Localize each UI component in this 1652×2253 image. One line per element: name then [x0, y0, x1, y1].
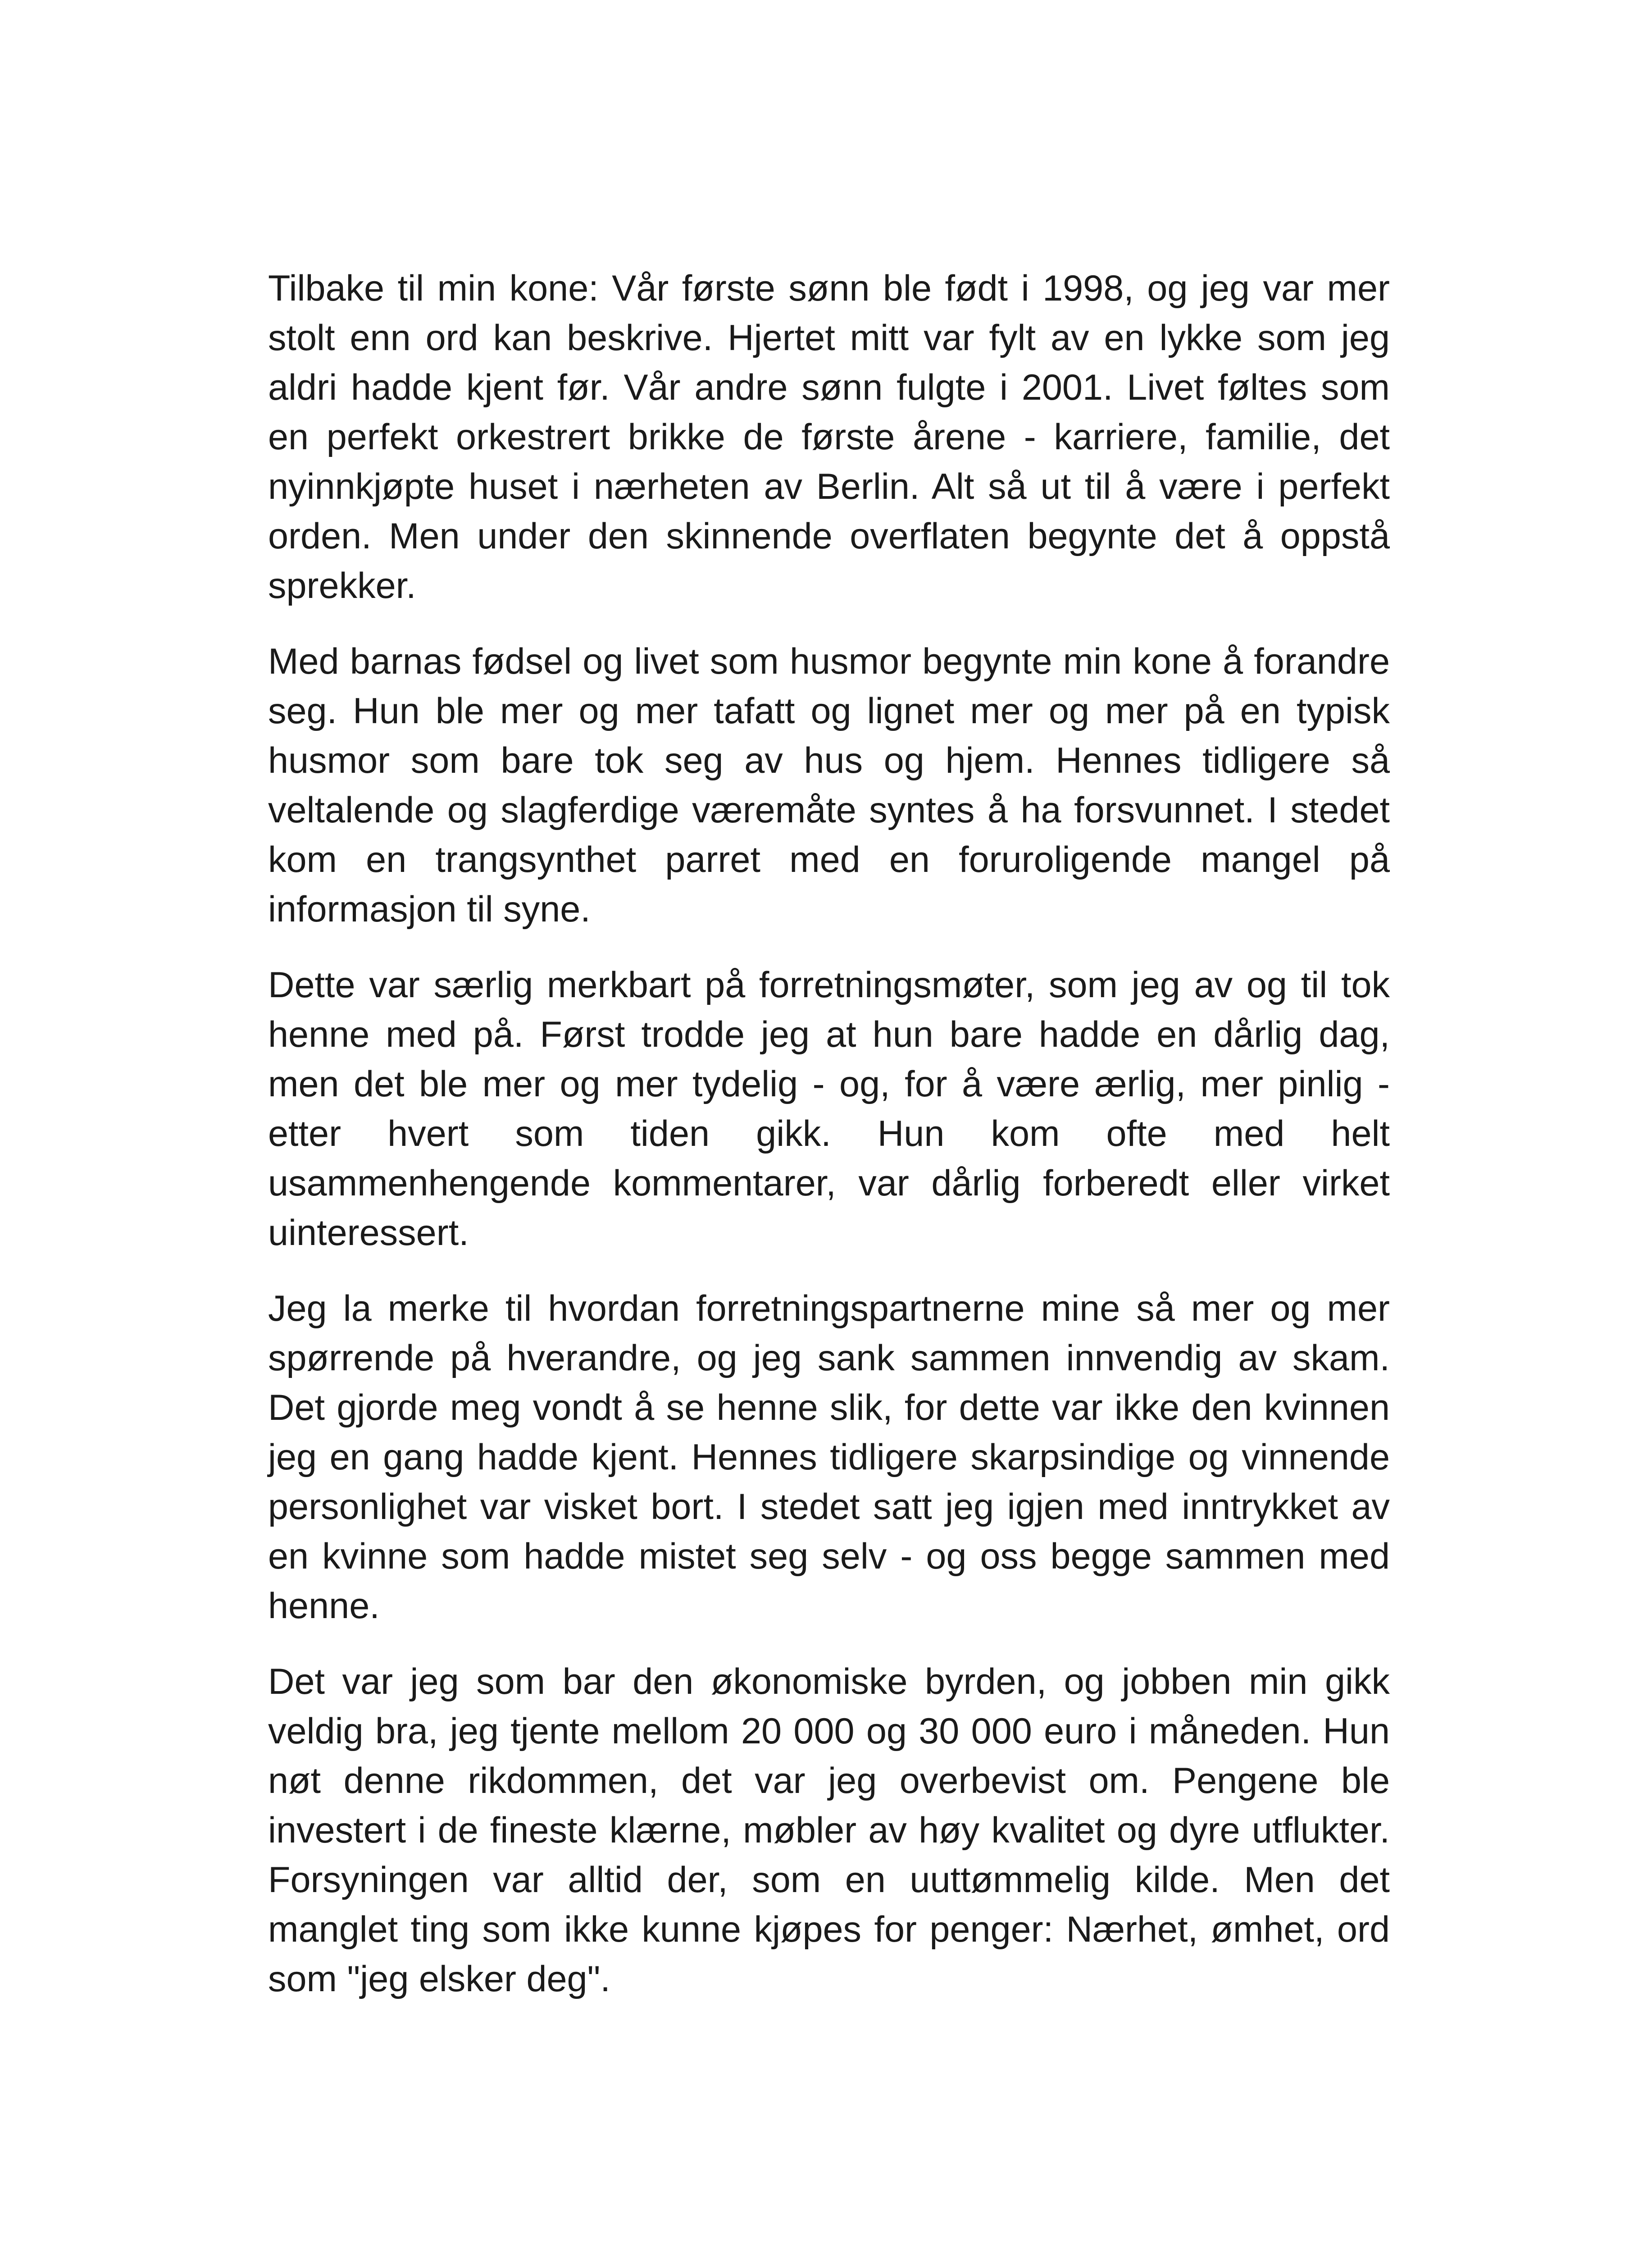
body-text — [268, 264, 1390, 2030]
paragraph-3: Dette var særlig merkbart på forretningsmøter, som jeg av og til tok henne med på. Først trodde jeg at hun bare hadde en dårlig dag, men det ble mer og mer tydelig - og, for å være ærlig, mer pinlig - etter hvert som tiden gikk. Hun kom ofte med helt usammenhengende kommentarer, var dårlig forberedt eller virket uinteressert. — [268, 965, 1390, 1253]
paragraph-5: Det var jeg som bar den økonomiske byrden, og jobben min gikk veldig bra, jeg tjente mellom 20 000 og 30 000 euro i måneden. Hun nøt denne rikdommen, det var jeg overbevist om. Pengene ble investert i de fineste klærne, møbler av høy kvalitet og dyre utflukter. Forsyningen var alltid der, som en uuttømmelig kilde. Men det manglet ting som ikke kunne kjøpes for penger: Nærhet, ømhet, ord som "jeg elsker deg". — [268, 1661, 1390, 1999]
paragraph-4: Jeg la merke til hvordan forretningspartnerne mine så mer og mer spørrende på hverandre, og jeg sank sammen innvendig av skam. Det gjorde meg vondt å se henne slik, for dette var ikke den kvinnen jeg en gang hadde kjent. Hennes tidligere skarpsindige og vinnende personlighet var visket bort. I stedet satt jeg igjen med inntrykket av en kvinne som hadde mistet seg selv - og oss begge sammen med henne. — [268, 1288, 1390, 1626]
paragraph-2: Med barnas fødsel og livet som husmor begynte min kone å forandre seg. Hun ble mer og mer tafatt og lignet mer og mer på en typisk husmor som bare tok seg av hus og hjem. Hennes tidligere så veltalende og slagferdige væremåte syntes å ha forsvunnet. I stedet kom en trangsynthet parret med en foruroligende mangel på informasjon til syne. — [268, 641, 1390, 930]
paragraph-1: Tilbake til min kone: Vår første sønn ble født i 1998, og jeg var mer stolt enn ord kan beskrive. Hjertet mitt var fylt av en lykke som jeg aldri hadde kjent før. Vår andre sønn fulgte i 2001. Livet føltes som en perfekt orkestrert brikke de første årene - karriere, familie, det nyinnkjøpte huset i nærheten av Berlin. Alt så ut til å være i perfekt orden. Men under den skinnende overflaten begynte det å oppstå sprekker. — [268, 268, 1390, 606]
